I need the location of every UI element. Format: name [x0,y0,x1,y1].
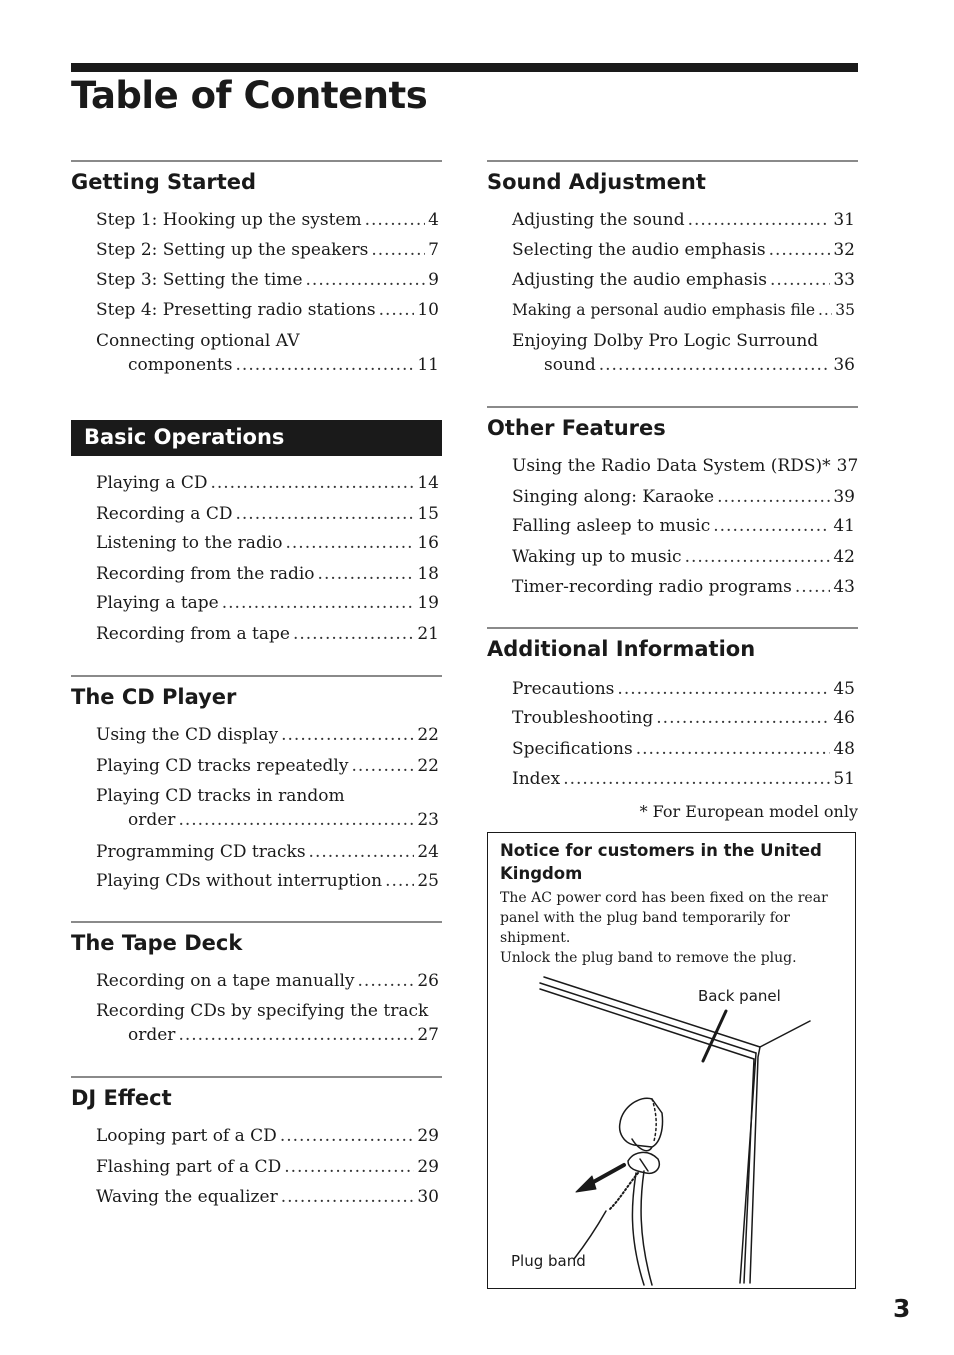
section-heading-band [71,420,442,456]
section-heading: DJ Effect [71,1086,172,1110]
toc-entry[interactable]: Making a personal audio emphasis file ..... 35 [512,298,855,322]
toc-entry[interactable]: Connecting optional AV components ..... 11 [96,329,439,377]
toc-entry[interactable]: Timer-recording radio programs ..... 43 [512,575,855,599]
toc-entry[interactable]: Recording from the radio ..... 18 [96,562,439,586]
section-cd-player [71,675,442,891]
notice-paragraph: Unlock the plug band to remove the plug. [500,950,797,966]
toc-entry[interactable]: Playing CD tracks in random order ..... 23 [96,784,439,832]
title-rule [71,63,858,72]
section-rule [71,1076,442,1078]
section-additional-information [487,627,858,821]
section-heading: Getting Started [71,170,257,194]
section-heading: Sound Adjustment [487,170,706,194]
toc-entry[interactable]: Recording CDs by specifying the track order ..... 27 [96,999,439,1047]
toc-entry[interactable]: Recording on a tape manually ..... 26 [96,969,439,993]
plug-icon [620,1098,663,1147]
section-heading: The Tape Deck [71,931,243,955]
toc-entry[interactable]: Singing along: Karaoke ..... 39 [512,485,855,509]
section-sound-adjustment [487,160,858,375]
back-panel-leader [703,1011,726,1061]
toc-entry[interactable]: Falling asleep to music ..... 41 [512,514,855,538]
toc-entry[interactable]: Enjoying Dolby Pro Logic Surround sound ..... 36 [512,329,855,377]
toc-entry[interactable]: Using the Radio Data System (RDS)* 37 [512,456,859,476]
section-other-features [487,406,859,597]
toc-entry[interactable]: Selecting the audio emphasis ..... 32 [512,238,855,262]
toc-entry[interactable]: Playing a CD ..... 14 [96,471,439,495]
section-heading: Basic Operations [84,425,285,449]
toc-entry[interactable]: Specifications ..... 48 [512,737,855,761]
notice-title: Notice for customers in the United Kingdom [500,841,822,883]
toc-entry[interactable]: Playing a tape ..... 19 [96,591,439,615]
toc-entry[interactable]: Programming CD tracks ..... 24 [96,840,439,864]
page-number: 3 [893,1294,911,1323]
page-title: Table of Contents [71,74,428,117]
toc-entry[interactable]: Recording from a tape ..... 21 [96,622,439,646]
section-heading: The CD Player [71,685,237,709]
section-rule [71,160,442,162]
plug-band-label: Plug band [511,1252,586,1270]
section-dj-effect [71,1076,442,1207]
toc-entry[interactable]: Troubleshooting ..... 46 [512,706,855,730]
section-heading: Other Features [487,416,666,440]
toc-entry[interactable]: Adjusting the audio emphasis ..... 33 [512,268,855,292]
toc-entry[interactable]: Listening to the radio ..... 16 [96,531,439,555]
toc-entry[interactable]: Flashing part of a CD ..... 29 [96,1155,439,1179]
uk-notice-box [487,832,856,1289]
back-panel-label: Back panel [698,987,781,1005]
section-rule [487,406,858,408]
section-rule [487,160,858,162]
toc-entry[interactable]: Adjusting the sound ..... 31 [512,208,855,232]
section-heading: Additional Information [487,637,756,661]
section-tape-deck [71,921,442,1045]
pull-arrow-icon [576,1176,596,1192]
toc-entry[interactable]: Looping part of a CD ..... 29 [96,1124,439,1148]
footnote: * For European model only [639,802,858,821]
toc-entry[interactable]: Step 3: Setting the time ..... 9 [96,268,439,292]
toc-entry[interactable]: Precautions ..... 45 [512,677,855,701]
toc-entry[interactable]: Playing CD tracks repeatedly ..... 22 [96,754,439,778]
section-getting-started [71,160,442,375]
section-rule [71,675,442,677]
toc-entry[interactable]: Using the CD display ..... 22 [96,723,439,747]
toc-entry[interactable]: Waking up to music ..... 42 [512,545,855,569]
toc-entry[interactable]: Recording a CD ..... 15 [96,502,439,526]
toc-entry[interactable]: Waving the equalizer ..... 30 [96,1185,439,1209]
toc-entry[interactable]: Step 2: Setting up the speakers ..... 7 [96,238,439,262]
section-rule [71,921,442,923]
toc-entry[interactable]: Playing CDs without interruption ..... 25 [96,869,439,893]
toc-entry[interactable]: Step 4: Presetting radio stations ..... 10 [96,298,439,322]
notice-paragraph: The AC power cord has been fixed on the rear panel with the plug band temporarily for shipment. [500,890,828,946]
toc-entry[interactable]: Index ..... 51 [512,767,855,791]
section-rule [487,627,858,629]
notice-body [500,888,845,968]
toc-entry[interactable]: Step 1: Hooking up the system ..... 4 [96,208,439,232]
plug-band-illustration [488,973,855,1288]
